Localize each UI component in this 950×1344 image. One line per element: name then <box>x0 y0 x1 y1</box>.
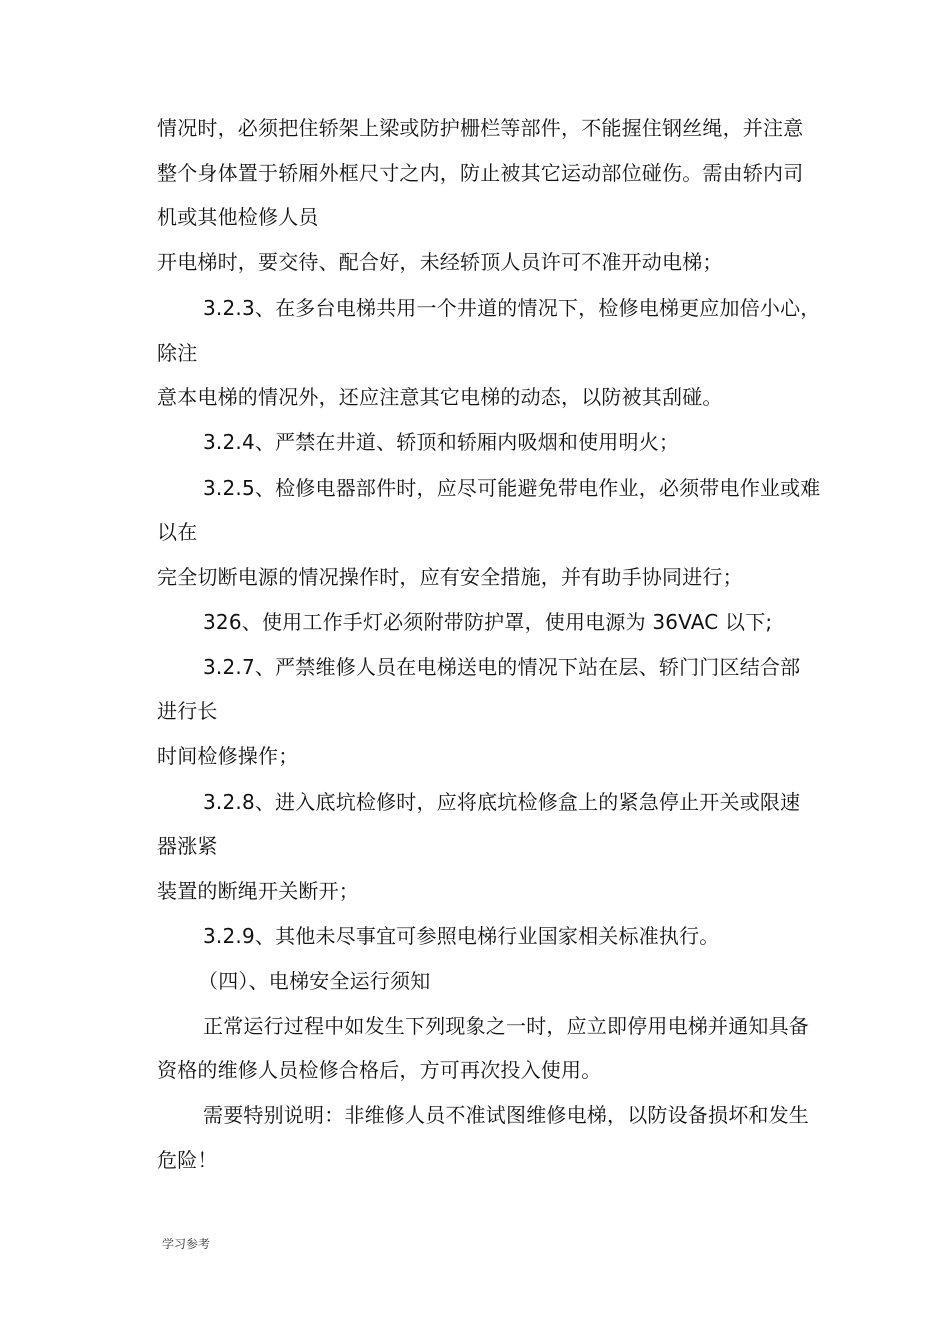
text-line: 意本电梯的情况外，还应注意其它电梯的动态，以防被其刮碰。 <box>157 385 723 409</box>
text-line: 326、使用工作手灯必须附带防护罩，使用电源为 36VAC 以下; <box>203 610 773 634</box>
footer-note: 学习参考 <box>162 1237 211 1251</box>
text-line: 资格的维修人员检修合格后，方可再次投入使用。 <box>157 1058 602 1082</box>
text-line: 除注 <box>157 341 198 365</box>
text-line: 3.2.8、进入底坑检修时，应将底坑检修盒上的紧急停止开关或限速 <box>203 790 801 814</box>
text-line: 正常运行过程中如发生下列现象之一时，应立即停用电梯并通知具备 <box>203 1014 809 1038</box>
text-line: 3.2.4、严禁在井道、轿顶和轿厢内吸烟和使用明火； <box>203 430 680 454</box>
section-heading: （四）、电梯安全运行须知 <box>198 969 431 993</box>
text-line: 机或其他检修人员 <box>157 205 319 229</box>
text-line: 危险！ <box>157 1148 218 1172</box>
text-line: 3.2.3、在多台电梯共用一个井道的情况下，检修电梯更应加倍小心， <box>203 296 821 320</box>
text-line: 器涨紧 <box>157 834 218 858</box>
text-line: 情况时，必须把住轿架上梁或防护栅栏等部件，不能握住钢丝绳，并注意 <box>157 116 804 140</box>
text-line: 3.2.7、严禁维修人员在电梯送电的情况下站在层、轿门门区结合部 <box>203 655 801 679</box>
text-line: 装置的断绳开关断开； <box>157 879 359 903</box>
text-line: 进行长 <box>157 699 218 723</box>
text-line: 时间检修操作； <box>157 744 299 768</box>
text-line: 开电梯时，要交待、配合好，未经轿顶人员许可不准开动电梯； <box>157 250 723 274</box>
text-line: 需要特别说明：非维修人员不准试图维修电梯，以防设备损坏和发生 <box>203 1103 809 1127</box>
text-line: 3.2.5、检修电器部件时，应尽可能避免带电作业，必须带电作业或难 <box>203 476 821 500</box>
text-line: 整个身体置于轿厢外框尺寸之内，防止被其它运动部位碰伤。需由轿内司 <box>157 161 804 185</box>
text-line: 完全切断电源的情况操作时，应有安全措施，并有助手协同进行； <box>157 565 743 589</box>
text-line: 3.2.9、其他未尽事宜可参照电梯行业国家相关标准执行。 <box>203 924 720 948</box>
text-line: 以在 <box>157 520 198 544</box>
